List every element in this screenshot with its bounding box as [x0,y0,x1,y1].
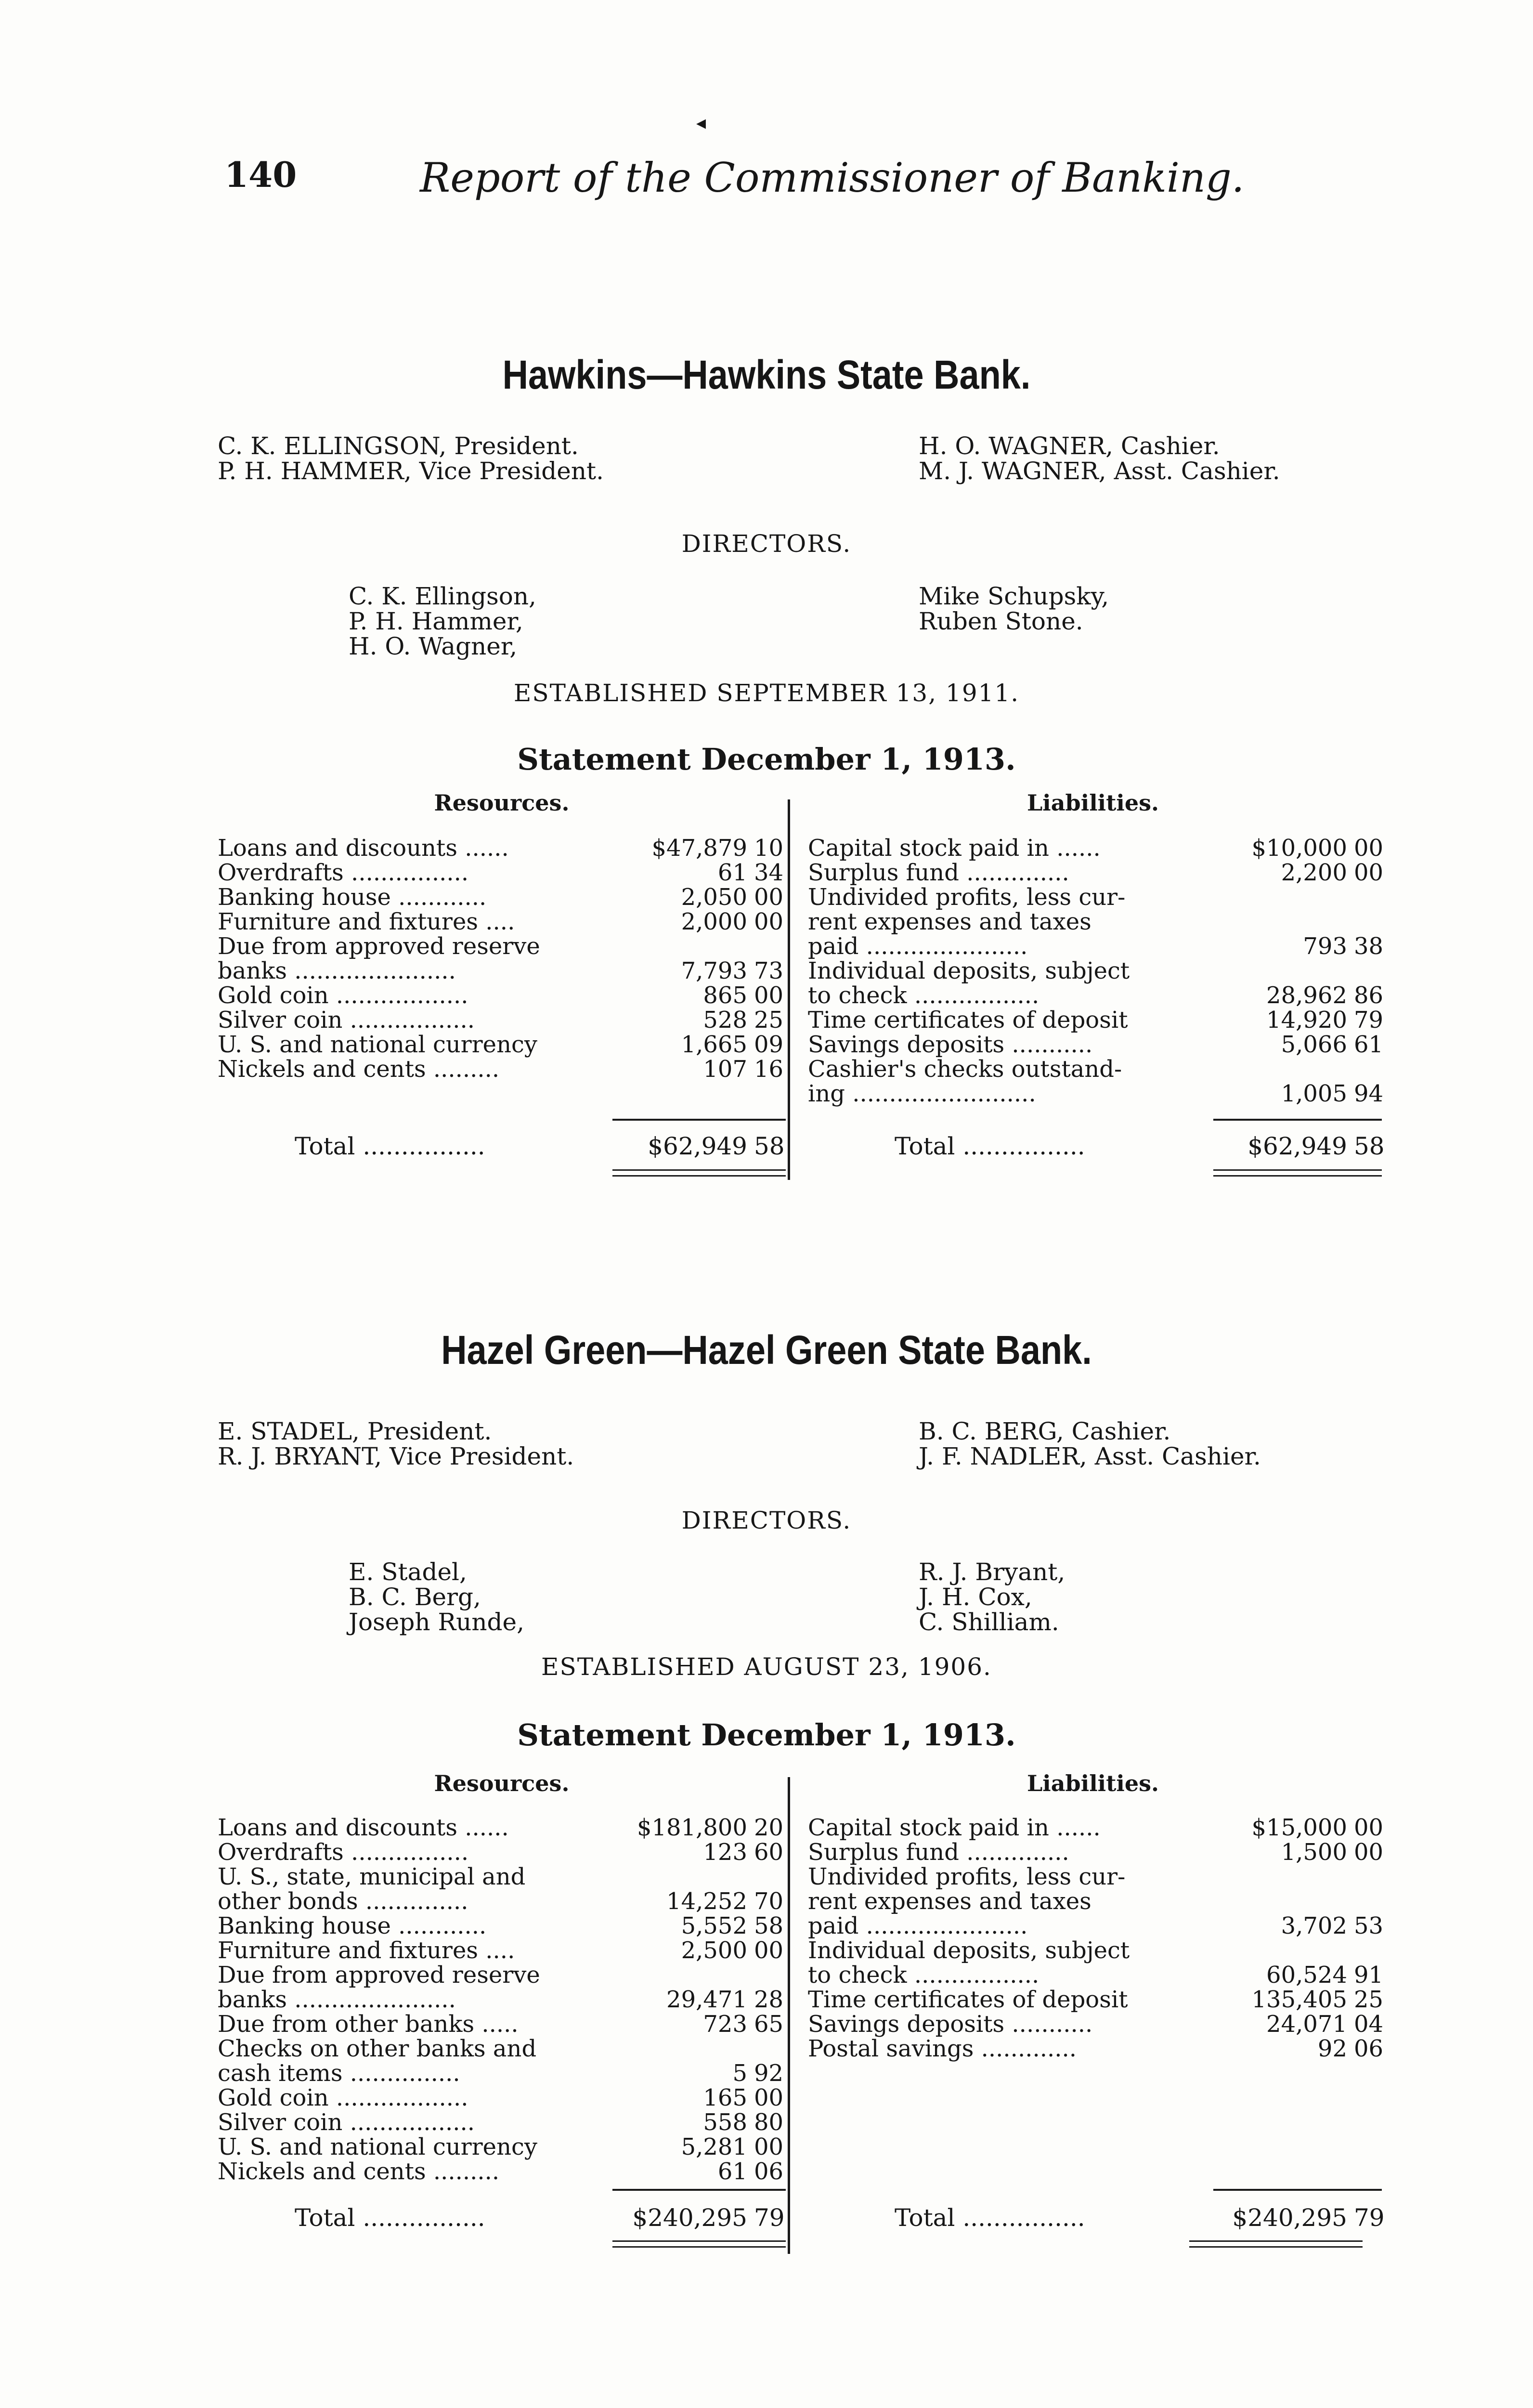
ledger-cents: 60 [754,1839,784,1866]
column-divider [788,1777,790,2254]
ledger-row [808,1938,1386,1963]
ledger-row [808,1840,1386,1865]
ledger-dollars: $240,295 [632,2204,747,2232]
ledger-label: U. S. and national currency [218,1031,537,1058]
ledger-row [218,983,786,1008]
ledger-dollars: 865 [703,982,747,1009]
total-line [295,1134,786,1159]
ledger-label: Undivided profits, less cur- [808,884,1126,911]
ledger-label: Individual deposits, subject [808,1937,1130,1964]
ledger-label: Time certificates of deposit [808,1986,1128,2013]
ledger-row [218,1988,786,2012]
ledger-row [808,2012,1386,2037]
ledger-cents: 79 [754,2204,785,2232]
ledger-row [218,1033,786,1057]
ledger-cents: 73 [754,957,784,984]
ledger-row [808,910,1386,934]
ledger-cents: 00 [754,2084,784,2111]
ledger-dollars: 29,471 [666,1986,747,2013]
resources-heading: Resources. [434,790,570,816]
ledger-cents: 86 [1354,982,1384,1009]
ledger-label: to check ................. [808,1962,1039,1989]
directors-right [919,584,1109,634]
ledger-dollars: 14,920 [1266,1007,1347,1034]
officers-left [218,1419,574,1469]
ledger-row [808,1988,1386,2012]
officers-left [218,433,604,484]
ledger-cents: 25 [1354,1986,1384,2013]
liabilities-total [895,2206,1386,2230]
ledger-dollars: 1,005 [1281,1080,1347,1107]
ledger-row [808,934,1386,959]
ledger-row [218,1057,786,1082]
ledger-dollars: 2,050 [681,884,747,911]
ledger-label: Banking house ............ [218,1912,487,1939]
column-divider [788,799,790,1180]
ledger-row [808,861,1386,885]
ledger-label: Overdrafts ................ [218,859,469,886]
ledger-cents: 61 [1354,1031,1384,1058]
ledger-row [218,1963,786,1988]
ledger-cents: 79 [1354,1007,1384,1034]
ledger-label: Surplus fund .............. [808,859,1069,886]
ledger-row [218,2061,786,2086]
officers-right [919,433,1280,484]
ledger-row [218,1889,786,1914]
total-rule [1213,1119,1382,1121]
ledger-cents: 00 [754,1937,784,1964]
ledger-label: Capital stock paid in ...... [808,835,1101,862]
director: J. H. Cox, [919,1583,1032,1611]
ledger-label: Nickels and cents ......... [218,1056,500,1083]
ledger-row [808,836,1386,861]
director: C. K. Ellingson, [349,582,536,610]
ledger-dollars: 5 [732,2060,747,2087]
directors-heading: DIRECTORS. [681,530,852,558]
ledger-dollars: 123 [703,1839,747,1866]
ledger-label: to check ................. [808,982,1039,1009]
ledger-label: Checks on other banks and [218,2035,537,2062]
ledger-row [218,1008,786,1033]
ledger-dollars: $15,000 [1251,1814,1347,1841]
ledger-cents: 04 [1354,2011,1384,2038]
ledger-label: Savings deposits ........... [808,1031,1093,1058]
ledger-row [808,959,1386,983]
ledger-cents: 00 [1354,859,1384,886]
ledger-row [808,1816,1386,1840]
resources-total [295,2206,786,2230]
officer: R. J. BRYANT, Vice President. [218,1442,574,1470]
ledger-label: Due from other banks ..... [218,2011,519,2038]
ledger-label: cash items ............... [218,2060,460,2087]
ledger-dollars: $62,949 [648,1132,747,1160]
ledger-cents: 00 [1354,1839,1384,1866]
ledger-label: Savings deposits ........... [808,2011,1093,2038]
ledger-dollars: 5,552 [681,1912,747,1939]
ledger-cents: 58 [754,1912,784,1939]
ledger-dollars: 723 [703,2011,747,2038]
ledger-label: Loans and discounts ...... [218,835,509,862]
ledger-dollars: 107 [703,1056,747,1083]
ledger-row [218,910,786,934]
ledger-label: Overdrafts ................ [218,1839,469,1866]
ledger-dollars: 2,500 [681,1937,747,1964]
established-date: ESTABLISHED AUGUST 23, 1906. [541,1653,992,1681]
ledger-label: U. S., state, municipal and [218,1863,526,1890]
ledger-label: U. S. and national currency [218,2133,537,2160]
ledger-row [218,861,786,885]
liabilities-list [808,1816,1386,2061]
ledger-row [218,2159,786,2184]
ledger-dollars: 558 [703,2109,747,2136]
total-rule [612,1119,786,1121]
ledger-label: banks ...................... [218,957,456,984]
ledger-cents: 00 [754,884,784,911]
double-rule [612,2246,786,2248]
ledger-cents: 25 [754,1007,784,1034]
ledger-label: Individual deposits, subject [808,957,1130,984]
ledger-label: Gold coin .................. [218,982,468,1009]
ledger-dollars: 28,962 [1266,982,1347,1009]
ledger-dollars: 7,793 [681,957,747,984]
ledger-cents: 92 [754,2060,784,2087]
ledger-cents: 00 [1354,835,1384,862]
ledger-row [808,885,1386,910]
ledger-dollars: $62,949 [1247,1132,1347,1160]
ledger-row [808,1889,1386,1914]
total-line [895,2206,1386,2230]
officer: M. J. WAGNER, Asst. Cashier. [919,457,1280,485]
ledger-label: Total ................ [295,1132,485,1160]
officer: C. K. ELLINGSON, President. [218,432,579,460]
ledger-dollars: 1,665 [681,1031,747,1058]
ledger-cents: 00 [754,982,784,1009]
ledger-row [808,1008,1386,1033]
ledger-row [218,2037,786,2061]
ledger-label: Due from approved reserve [218,933,540,960]
officer: H. O. WAGNER, Cashier. [919,432,1220,460]
double-rule [612,1175,786,1177]
ledger-row [218,2086,786,2110]
ledger-label: Total ................ [895,1132,1085,1160]
ledger-cents: 16 [754,1056,784,1083]
ledger-cents: 53 [1354,1912,1384,1939]
liabilities-heading: Liabilities. [1026,1770,1159,1796]
ledger-cents: 09 [754,1031,784,1058]
ledger-label: ing ......................... [808,1080,1036,1107]
ledger-row [808,1914,1386,1938]
ledger-row [218,885,786,910]
ledger-row [218,1840,786,1865]
ledger-row [218,1914,786,1938]
ledger-cents: 70 [754,1888,784,1915]
director: Ruben Stone. [919,607,1083,635]
ledger-label: Cashier's checks outstand- [808,1056,1122,1083]
director: H. O. Wagner, [349,632,518,660]
ledger-cents: 10 [754,835,784,862]
ledger-row [808,1033,1386,1057]
ledger-cents: 34 [754,859,784,886]
ledger-label: Furniture and fixtures .... [218,908,515,935]
ledger-dollars: 135,405 [1251,1986,1347,2013]
ledger-dollars: $10,000 [1251,835,1347,862]
ledger-label: Silver coin ................. [218,1007,475,1034]
ledger-label: Total ................ [895,2204,1085,2232]
directors-left [349,584,536,659]
liabilities-total [895,1134,1386,1159]
ledger-cents: 91 [1354,1962,1384,1989]
ledger-label: paid ...................... [808,1912,1028,1939]
ledger-label: rent expenses and taxes [808,908,1091,935]
ledger-row [808,1082,1386,1106]
ledger-dollars: 5,066 [1281,1031,1347,1058]
ledger-label: Nickels and cents ......... [218,2158,500,2185]
ledger-cents: 06 [1354,2035,1384,2062]
ledger-dollars: 61 [717,859,747,886]
directors-heading: DIRECTORS. [681,1506,852,1534]
ledger-label: Loans and discounts ...... [218,1814,509,1841]
ledger-label: Banking house ............ [218,884,487,911]
double-rule [612,1169,786,1171]
ledger-row [808,1865,1386,1889]
ledger-label: Time certificates of deposit [808,1007,1128,1034]
ledger-dollars: $240,295 [1232,2204,1347,2232]
ledger-cents: 94 [1354,1080,1384,1107]
ledger-dollars: 60,524 [1266,1962,1347,1989]
ledger-row [808,2037,1386,2061]
resources-heading: Resources. [434,1770,570,1796]
officer: J. F. NADLER, Asst. Cashier. [919,1442,1261,1470]
ledger-label: Due from approved reserve [218,1962,540,1989]
ledger-label: banks ...................... [218,1986,456,2013]
officer: P. H. HAMMER, Vice President. [218,457,604,485]
ledger-row [808,983,1386,1008]
ledger-cents: 65 [754,2011,784,2038]
ledger-cents: 80 [754,2109,784,2136]
ledger-dollars: $181,800 [637,1814,747,1841]
total-line [895,1134,1386,1159]
double-rule [1189,2246,1363,2248]
ledger-cents: 58 [1354,1132,1385,1160]
double-rule [1213,1169,1382,1171]
ledger-row [218,1816,786,1840]
ledger-label: paid ...................... [808,933,1028,960]
director: E. Stadel, [349,1558,467,1586]
resources-list [218,836,786,1082]
ledger-row [218,1865,786,1889]
ledger-label: Total ................ [295,2204,485,2232]
ledger-cents: 58 [754,1132,785,1160]
ledger-dollars: 61 [717,2158,747,2185]
ledger-cents: 00 [1354,1814,1384,1841]
established-date: ESTABLISHED SEPTEMBER 13, 1911. [513,679,1020,707]
ledger-dollars: 528 [703,1007,747,1034]
ledger-dollars: 14,252 [666,1888,747,1915]
ledger-row [218,2012,786,2037]
officer: E. STADEL, President. [218,1417,492,1445]
ledger-dollars: 24,071 [1266,2011,1347,2038]
double-rule [1213,1175,1382,1177]
ledger-cents: 79 [1354,2204,1385,2232]
ledger-dollars: 2,000 [681,908,747,935]
bank-title: Hazel Green—Hazel Green State Bank. [441,1327,1092,1373]
double-rule [612,2240,786,2242]
total-rule [612,2189,786,2191]
page-number: 140 [224,154,297,195]
officer: B. C. BERG, Cashier. [919,1417,1171,1445]
ledger-dollars: 92 [1317,2035,1347,2062]
ledger-label: rent expenses and taxes [808,1888,1091,1915]
double-rule [1189,2240,1363,2242]
directors-left [349,1559,524,1635]
ledger-label: Gold coin .................. [218,2084,468,2111]
director: Mike Schupsky, [919,582,1109,610]
ledger-dollars: 5,281 [681,2133,747,2160]
ledger-cents: 20 [754,1814,784,1841]
resources-list [218,1816,786,2184]
resources-total [295,1134,786,1159]
ledger-dollars: 793 [1303,933,1347,960]
ledger-row [218,2110,786,2135]
ledger-row [218,2135,786,2159]
bank-title: Hawkins—Hawkins State Bank. [502,352,1031,397]
statement-heading: Statement December 1, 1913. [517,1717,1016,1753]
liabilities-list [808,836,1386,1106]
director: R. J. Bryant, [919,1558,1065,1586]
ledger-label: Capital stock paid in ...... [808,1814,1101,1841]
director: C. Shilliam. [919,1608,1059,1636]
ledger-label: Surplus fund .............. [808,1839,1069,1866]
statement-heading: Statement December 1, 1913. [517,742,1016,777]
directors-right [919,1559,1065,1635]
running-title: Report of the Commissioner of Banking. [420,154,1245,201]
ledger-row [218,934,786,959]
director: B. C. Berg, [349,1583,481,1611]
director: P. H. Hammer, [349,607,523,635]
director: Joseph Runde, [349,1608,525,1636]
ledger-row [218,836,786,861]
ledger-dollars: 165 [703,2084,747,2111]
ledger-label: Furniture and fixtures .... [218,1937,515,1964]
ledger-dollars: $47,879 [651,835,747,862]
ledger-dollars: 1,500 [1281,1839,1347,1866]
page-mark: ◂ [696,112,706,134]
ledger-row [808,1057,1386,1082]
ledger-row [808,1963,1386,1988]
ledger-dollars: 3,702 [1281,1912,1347,1939]
ledger-row [218,1938,786,1963]
ledger-row [218,959,786,983]
ledger-cents: 06 [754,2158,784,2185]
officers-right [919,1419,1261,1469]
ledger-label: Postal savings ............. [808,2035,1077,2062]
ledger-label: other bonds .............. [218,1888,468,1915]
ledger-label: Silver coin ................. [218,2109,475,2136]
total-line [295,2206,786,2230]
liabilities-heading: Liabilities. [1026,790,1159,816]
ledger-cents: 28 [754,1986,784,2013]
ledger-cents: 38 [1354,933,1384,960]
ledger-cents: 00 [754,2133,784,2160]
ledger-dollars: 2,200 [1281,859,1347,886]
total-rule [1213,2189,1382,2191]
ledger-cents: 00 [754,908,784,935]
ledger-label: Undivided profits, less cur- [808,1863,1126,1890]
